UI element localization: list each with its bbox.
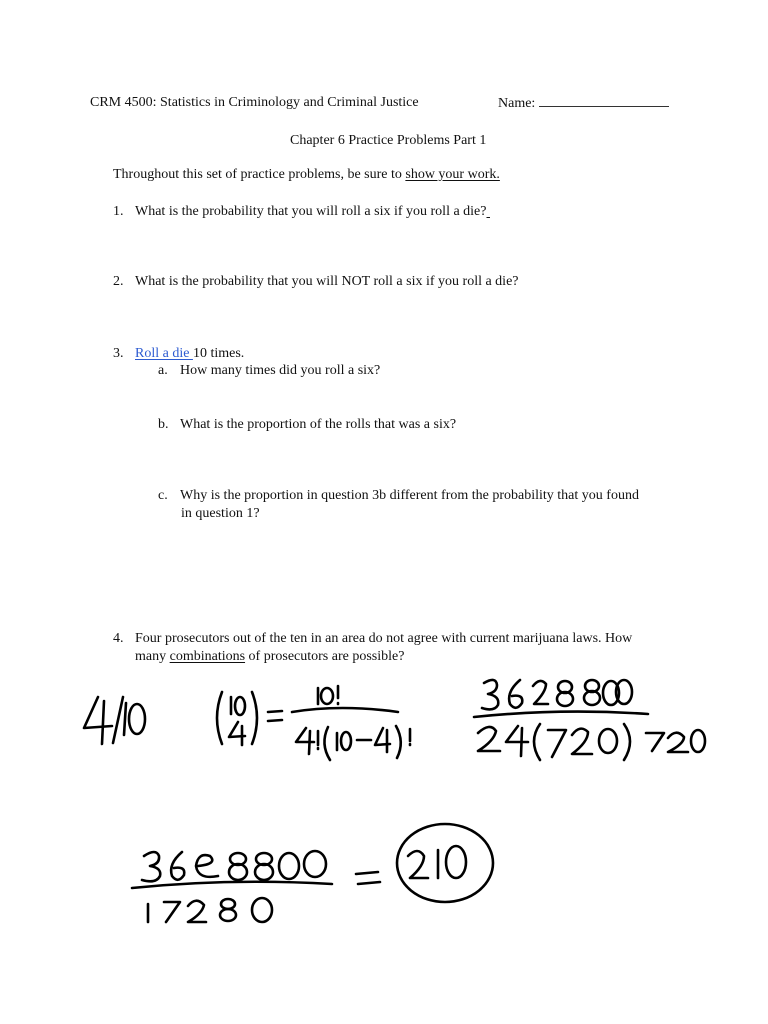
- question-2-number: 2.: [113, 274, 124, 289]
- handwritten-ratio: [84, 697, 145, 744]
- question-4-underlined-term: combinations: [169, 649, 246, 664]
- question-3c-letter: c.: [158, 488, 168, 503]
- question-3a: [158, 362, 380, 379]
- question-2: [113, 273, 519, 290]
- question-3a-text: How many times did you roll a six?: [180, 363, 381, 378]
- question-1: [113, 203, 490, 220]
- handwritten-numeric-fraction: [474, 680, 705, 760]
- question-3c: [158, 487, 639, 504]
- roll-a-die-link[interactable]: Roll a die: [135, 346, 193, 361]
- name-blank-line[interactable]: [539, 94, 669, 107]
- handwritten-factorial-fraction: [292, 686, 410, 760]
- question-3-number: 3.: [113, 346, 124, 361]
- handwritten-final-calculation: [132, 824, 493, 922]
- course-title: CRM 4500: Statistics in Criminology and Criminal Justice: [90, 95, 419, 110]
- page-title: Chapter 6 Practice Problems Part 1: [290, 133, 487, 148]
- question-4-line1: Four prosecutors out of the ten in an area do not agree with current marijuana laws. How: [135, 631, 633, 646]
- question-3: [113, 345, 244, 362]
- question-1-text: What is the probability that you will roll a six if you roll a die?: [135, 204, 487, 219]
- question-1-number: 1.: [113, 204, 124, 219]
- question-3c-line1: Why is the proportion in question 3b different from the probability that you found: [180, 488, 639, 503]
- question-3b-text: What is the proportion of the rolls that was a six?: [180, 417, 457, 432]
- question-4-line2-post: of prosecutors are possible?: [245, 649, 405, 664]
- question-4-continued: [135, 648, 404, 665]
- instructions-text: Throughout this set of practice problems, be sure to: [113, 167, 406, 182]
- question-4-line2-pre: many: [135, 649, 170, 664]
- question-3c-continued: in question 1?: [181, 506, 260, 521]
- instructions-emphasis: show your work.: [405, 167, 500, 182]
- question-1-trailing: [486, 204, 490, 219]
- question-3b: [158, 416, 456, 433]
- handwritten-binomial: [217, 692, 282, 745]
- question-4-number: 4.: [113, 631, 124, 646]
- name-field[interactable]: [498, 94, 669, 112]
- question-2-text: What is the probability that you will NOT roll a six if you roll a die?: [135, 274, 519, 289]
- question-3a-letter: a.: [158, 363, 168, 378]
- name-label: Name:: [498, 96, 536, 111]
- instructions: [113, 166, 500, 183]
- question-3b-letter: b.: [158, 417, 169, 432]
- question-3-text: 10 times.: [192, 346, 245, 361]
- question-4: [113, 630, 632, 647]
